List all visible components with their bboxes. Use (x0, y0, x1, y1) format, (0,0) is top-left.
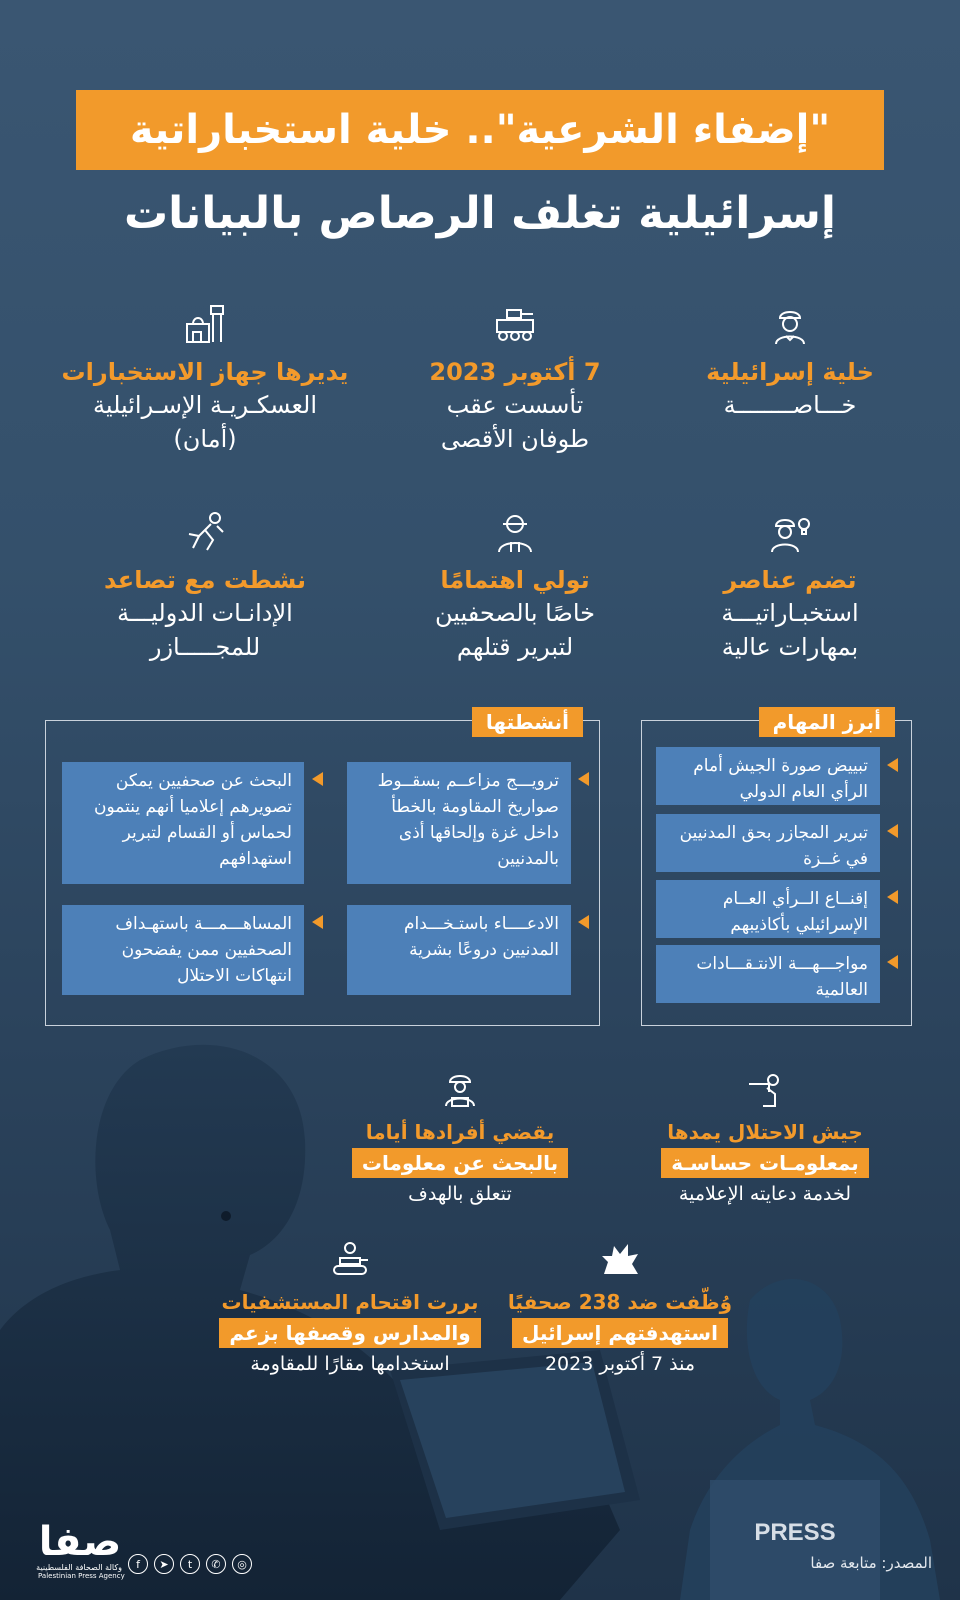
page-subtitle: إسرائيلية تغلف الرصاص بالبيانات (123, 188, 837, 239)
info-block: يقضي أفرادها أياما بالبحث عن معلومات تتعلق بالهدف (310, 1070, 610, 1208)
bullet-arrow-icon (578, 915, 589, 929)
tasks-label: أبرز المهام (759, 707, 895, 737)
armored-vehicle-icon (493, 302, 537, 346)
page-title: "إضفاء الشرعية".. خلية استخباراتية (129, 107, 831, 153)
journalist-icon (493, 510, 537, 554)
bullet-arrow-icon (887, 890, 898, 904)
activity-card: ترويـــج مزاعــم بسقــوط صواريخ المقاومة بالخطأ داخل غزة وإلحاقها أذى بالمدنيين (347, 762, 571, 884)
fact-cell: نشطت مع تصاعد الإدانـات الدوليـــة للمجـــــازر (55, 510, 355, 664)
facebook-icon[interactable]: f (128, 1554, 148, 1574)
soldier-icon (768, 302, 812, 346)
instagram-icon[interactable]: ◎ (232, 1554, 252, 1574)
title-banner (76, 90, 884, 170)
source-credit: المصدر: متابعة صفا (810, 1554, 932, 1572)
bullet-arrow-icon (887, 758, 898, 772)
info-block: جيش الاحتلال يمدها بمعلومـات حساسـة لخدمة دعايته الإعلامية (615, 1070, 915, 1208)
falling-soldier-icon (183, 510, 227, 554)
soldier-computer-icon (440, 1070, 480, 1110)
explosion-icon (600, 1240, 640, 1280)
fact-cell: خلية إسرائيلية خـــاصــــــــة (650, 302, 930, 422)
task-card: مواجـــهـــة الانتـقـــادات العالمية (656, 945, 880, 1003)
fact-cell: يديرها جهاز الاستخبارات العسكـريـة الإسـرائيلية (أمان) (55, 302, 355, 456)
task-card: تبرير المجازر بحق المدنيين في غــزة (656, 814, 880, 872)
agency-logo: صفا وكالة الصحافة الفلسطينية Palestinian Press Agency (36, 1519, 125, 1580)
whatsapp-icon[interactable]: ✆ (206, 1554, 226, 1574)
info-block: وُظّفت ضد 238 صحفيًا استهدفتهم إسرائيل منذ 7 أكتوبر 2023 (470, 1240, 770, 1378)
task-card: تبييض صورة الجيش أمام الرأي العام الدولي (656, 747, 880, 805)
bullet-arrow-icon (887, 824, 898, 838)
activity-card: المساهـــمـــة باستهـداف الصحفيين ممن يفضحون انتهاكات الاحتلال (62, 905, 304, 995)
fact-cell: تولي اهتمامًا خاصًا بالصحفيين لتبرير قتلهم (375, 510, 655, 664)
activities-label: أنشطتها (472, 707, 583, 737)
social-links (128, 1554, 252, 1574)
activity-card: الادعــــاء باستـخـــدام المدنيين دروعًا بشرية (347, 905, 571, 995)
fact-cell: تضم عناصر استخبـاراتيـــة بمهارات عالية (650, 510, 930, 664)
press-label: PRESS (754, 1519, 836, 1546)
task-card: إقنــاع الــرأي العــام الإسرائيلي بأكاذيبهم (656, 880, 880, 938)
sniper-icon (745, 1070, 785, 1110)
activity-card: البحث عن صحفيين يمكن تصويرهم إعلاميا أنهم ينتمون لحماس أو القسام لتبرير استهدافهم (62, 762, 304, 884)
bullet-arrow-icon (887, 955, 898, 969)
soldier-idea-icon (768, 510, 812, 554)
info-block: بررت اقتحام المستشفيات والمدارس وقصفها بزعم استخدامها مقارًا للمقاومة (200, 1240, 500, 1378)
bullet-arrow-icon (312, 915, 323, 929)
bullet-arrow-icon (312, 772, 323, 786)
tumblr-icon[interactable]: t (180, 1554, 200, 1574)
military-base-icon (183, 302, 227, 346)
telegram-icon[interactable]: ➤ (154, 1554, 174, 1574)
bullet-arrow-icon (578, 772, 589, 786)
tank-icon (330, 1240, 370, 1280)
fact-cell: 7 أكتوبر 2023 تأسست عقب طوفان الأقصى (375, 302, 655, 456)
